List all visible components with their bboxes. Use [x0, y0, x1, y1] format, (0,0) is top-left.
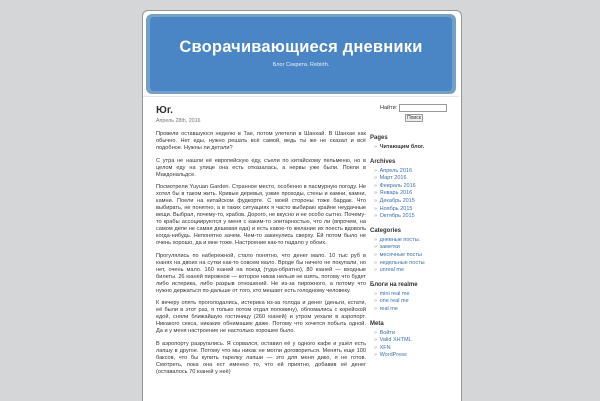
list-item[interactable] — [374, 252, 456, 260]
blog-link[interactable]: real me — [379, 305, 398, 312]
search-input[interactable] — [399, 104, 447, 112]
list-item[interactable] — [374, 291, 456, 299]
bullet-icon: » — [374, 205, 378, 212]
blog-link[interactable]: mini real me — [379, 290, 410, 297]
meta-link[interactable]: XFN — [379, 344, 391, 351]
list-item[interactable] — [374, 345, 456, 353]
bullet-icon: » — [374, 167, 378, 174]
meta-heading: Meta — [370, 320, 384, 327]
post-paragraph: Провели оставшуюся неделю в Тае, потом улетели в Шанхай. В Шанхае как обычно. Нет еды, нужно решать всё самой, ведь ты же не сказал и всё подобное. Нужны ли детали? — [156, 131, 366, 151]
post-paragraph: В аэропорту разругались. Я сорвался, оставил её у одного кафе и ушёл есть лапшу в другое. Потому что мы никак не могли договориться. Менять еще 100 баксов, что бы купить тарелку лапши — это для меня дико, я не готов. Смотреть, пока она ест именно то, что ей приятно, добавив её денег (оставалось 70 юаней у неё) — [156, 340, 366, 375]
blog-title[interactable]: Сворачивающиеся дневники — [179, 38, 423, 56]
archive-link[interactable]: Январь 2016 — [379, 190, 413, 197]
main-content — [156, 104, 366, 381]
bullet-icon: » — [374, 197, 378, 204]
bullet-icon: » — [374, 175, 378, 182]
bullet-icon: » — [374, 337, 378, 344]
list-item[interactable] — [374, 168, 456, 176]
list-item[interactable] — [374, 190, 456, 198]
bullet-icon: » — [374, 344, 378, 351]
list-item[interactable] — [374, 144, 456, 152]
category-link[interactable]: месячные посты — [379, 251, 422, 258]
meta-link[interactable]: WordPress — [379, 352, 407, 359]
list-item[interactable] — [374, 330, 456, 338]
meta-list — [370, 330, 456, 360]
bullet-icon: » — [374, 190, 378, 197]
meta-link[interactable]: Войти — [379, 329, 395, 336]
post-paragraph: Посмотрели Yuyuan Garden. Странное место, особенно в пасмурную погоду. Не хотел бы в таком жить. Кривые деревья, узкие проходы, стены и камни, камни, камни. Поели на китайском фудкорте. С моей стороны тоже бардак. Что выбирать, не понятно, а в таких ситуациях я часто выбираю крайне неудачные вещи. Выбрал, почему-то, крабов. Дорого, не вкусно и не особо сытно. Почему-то крабы ассоциируются у меня с каким-то элитарностью, что ли (впрочем, на самом деле не самая дешевая еда) и есть какое-то желание их поесть вдоволь когда-нибудь. Непонятно зачем. Чем-то закинулись сверху. Ёй потом было не очень хорошо, да и мне тоже. Настроение как-то падало у обоих. — [156, 184, 366, 246]
pages-list — [370, 144, 456, 152]
category-link[interactable]: недельные посты — [379, 259, 425, 266]
bullet-icon: » — [374, 244, 378, 251]
post-paragraph: К вечеру опять проголодались, истерика из-за голода и денег (деньги, кстати, её были в этот раз, я только потом отдал половину), обломались с корейской едой, сняли ближайшую гостиницу (260 юаней) и утром уехали в аэропорт. Никакого секса, никаких обнимашек даже. Потому что хочется побыть одной. Да и у меня настроение не настолько хорошее было. — [156, 300, 366, 334]
post-entry — [156, 131, 366, 376]
list-item[interactable] — [374, 298, 456, 306]
page-link[interactable]: Читающим блог. — [379, 144, 425, 150]
archive-link[interactable]: Март 2016 — [379, 175, 407, 182]
search-label: Найти: — [380, 105, 398, 111]
bullet-icon: » — [374, 329, 378, 336]
list-item[interactable] — [374, 183, 456, 191]
archives-list — [370, 168, 456, 221]
bullet-icon: » — [374, 144, 378, 150]
archive-link[interactable]: Апрель 2016 — [379, 167, 413, 174]
list-item[interactable] — [374, 175, 456, 183]
list-item[interactable] — [374, 306, 456, 314]
search-form — [380, 104, 456, 112]
category-link[interactable]: заметки — [379, 244, 400, 251]
bullet-icon: » — [374, 267, 378, 274]
bullet-icon: » — [374, 182, 378, 189]
list-item[interactable] — [374, 198, 456, 206]
post-paragraph: Прогулялись по набережной, стало понятно, что денег мало. 10 тыс руб в юанях на двоих на сутки как-то совсем мало. Вроде бы ничего не покупали, но нет, очень мало. 160 юаней на поезд (туда-обратно), 80 юаней — входные билеты. 26 юаней пирожное — которое никак нельзя не взять, потому что будет либо истерика, либо разрыв отношений. Не из-за пирожного, а потому что нужно держаться по-дальше от того, кто мешает есть голодному человеку. — [156, 252, 366, 294]
blogs-heading: Блоги на realme — [370, 281, 418, 288]
archive-link[interactable]: Октябрь 2015 — [379, 213, 415, 220]
archive-link[interactable]: Февраль 2016 — [379, 182, 416, 189]
header-divider — [143, 96, 459, 97]
bullet-icon: » — [374, 251, 378, 258]
list-item[interactable] — [374, 352, 456, 360]
bullet-icon: » — [374, 298, 378, 305]
post-title[interactable]: Юг. — [156, 104, 174, 116]
post-date: Апрель 28th, 2016 — [156, 118, 201, 124]
list-item[interactable] — [374, 213, 456, 221]
meta-link[interactable]: Valid XHTML — [379, 337, 412, 344]
bullet-icon: » — [374, 352, 378, 359]
bullet-icon: » — [374, 290, 378, 297]
categories-heading: Categories — [370, 227, 402, 234]
archive-link[interactable]: Декабрь 2015 — [379, 197, 415, 204]
bullet-icon: » — [374, 236, 378, 243]
list-item[interactable] — [374, 337, 456, 345]
bullet-icon: » — [374, 213, 378, 220]
list-item[interactable] — [374, 206, 456, 214]
blog-description: Блог Секрета. Rebirth. — [272, 62, 330, 68]
list-item[interactable] — [374, 267, 456, 275]
list-item[interactable] — [374, 244, 456, 252]
categories-list — [370, 237, 456, 275]
category-link[interactable]: дневные посты. — [379, 236, 421, 243]
category-link[interactable]: unreal me — [379, 267, 405, 274]
bullet-icon: » — [374, 305, 378, 312]
search-button[interactable]: Поиск — [405, 114, 423, 122]
list-item[interactable] — [374, 260, 456, 268]
sidebar — [370, 104, 456, 366]
archive-link[interactable]: Ноябрь 2015 — [379, 205, 413, 212]
list-item[interactable] — [374, 237, 456, 245]
blog-header-inner — [150, 17, 452, 91]
archives-heading: Archives — [370, 158, 396, 165]
pages-heading: Pages — [370, 135, 388, 141]
bullet-icon: » — [374, 259, 378, 266]
blog-link[interactable]: one real me — [379, 298, 409, 305]
blogs-list — [370, 291, 456, 314]
post-paragraph: С утра не нашли её европейскую еду, съели по китайскому пельменю, но в целом еду на улице она есть отказалась, а нервы уже были. Поели в Макдональдсе. — [156, 157, 366, 178]
blog-header — [146, 14, 456, 94]
